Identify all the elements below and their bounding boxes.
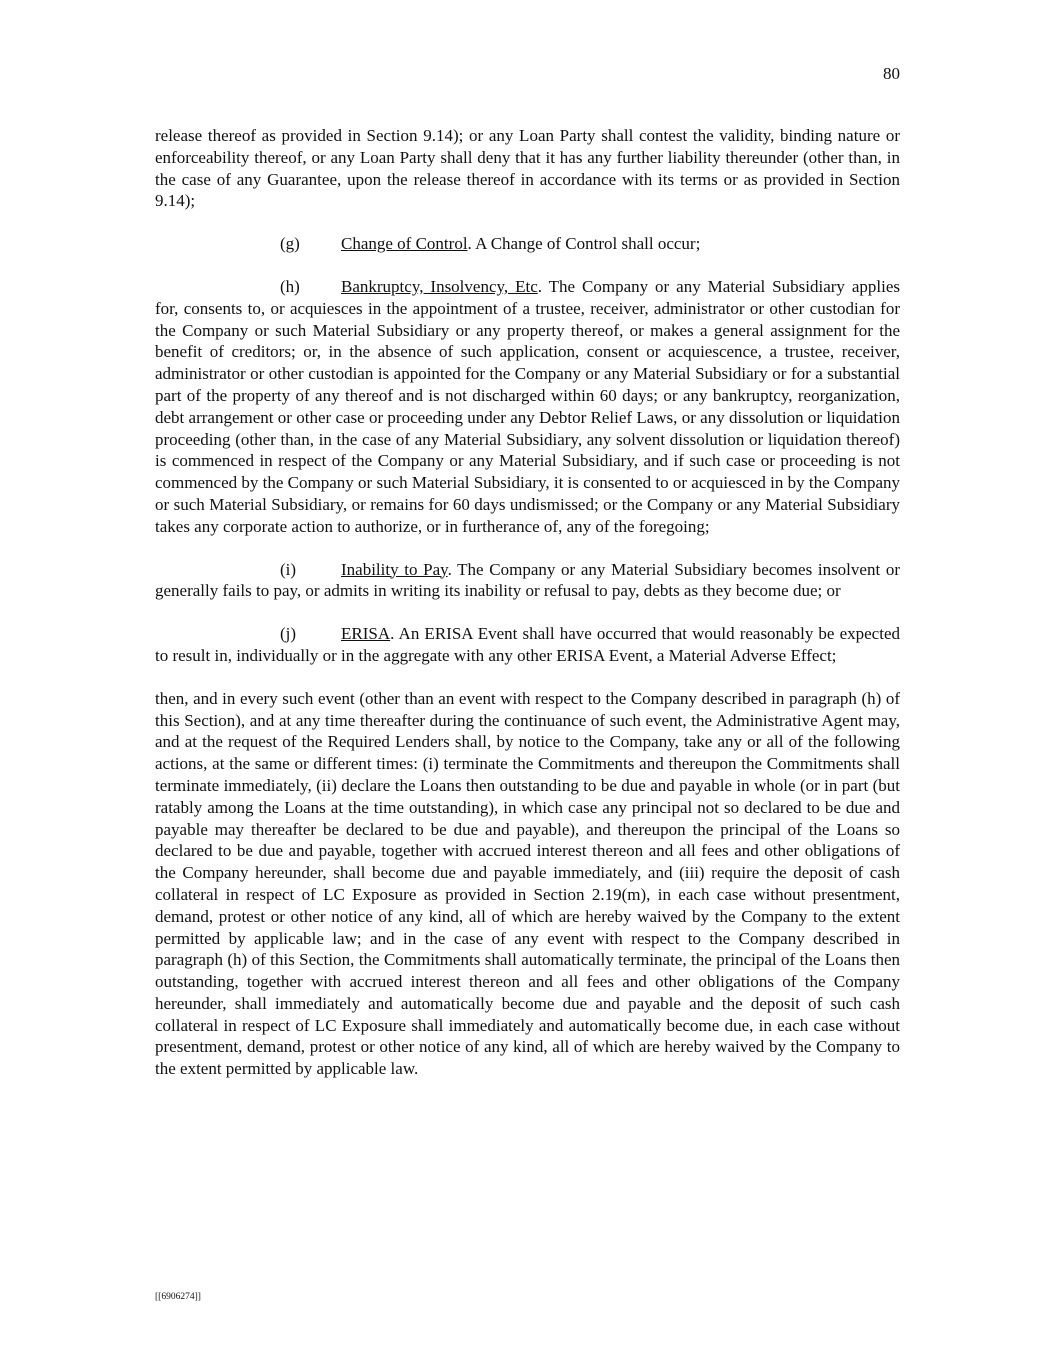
clause-i-text: . The Company or any Material Subsidiary becomes insolvent or generally fails to pay, or admits in writing its inability or refusal to pay, debts as they become due; or bbox=[155, 559, 901, 601]
clause-g bbox=[155, 233, 900, 255]
clause-j-title: ERISA bbox=[341, 624, 391, 644]
remedies-paragraph: then, and in every such event (other than an event with respect to the Company described in paragraph (h) of this Section), and at any time thereafter during the continuance of such event, the Administrative Agent may, and at the request of the Required Lenders shall, by notice to the Company, take any or all of the following actions, at the same or different times: (i) terminate the Commitments and thereupon the Commitments shall terminate immediately, (ii) declare the Loans then outstanding to be due and payable in whole (or in part (but ratably among the Loans at the time outstanding), in which case any principal not so declared to be due and payable may thereafter be declared to be due and payable), and thereupon the principal of the Loans so declared to be due and payable, together with accrued interest thereon and all fees and other obligations of the Company hereunder, shall become due and payable immediately, and (iii) require the deposit of cash collateral in respect of LC Exposure as provided in Section 2.19(m), in each case without presentment, demand, protest or other notice of any kind, all of which are hereby waived by the Company to the extent permitted by applicable law; and in the case of any event with respect to the Company described in paragraph (h) of this Section, the Commitments shall automatically terminate, the principal of the Loans then outstanding, together with accrued interest thereon and all fees and other obligations of the Company hereunder, shall immediately and automatically become due and payable and the deposit of such cash collateral in respect of LC Exposure shall immediately and automatically become due, in each case without presentment, demand, protest or other notice of any kind, all of which are hereby waived by the Company to the extent permitted by applicable law. bbox=[155, 688, 900, 1079]
clause-j-text: . An ERISA Event shall have occurred that would reasonably be expected to result in, individually or in the aggregate with any other ERISA Event, a Material Adverse Effect; bbox=[155, 624, 900, 665]
clause-g-title: Change of Control bbox=[341, 234, 468, 254]
document-footer-id: [[6906274]] bbox=[155, 1292, 201, 1302]
clause-h-label: (h) bbox=[280, 276, 300, 296]
clause-h bbox=[155, 276, 900, 538]
continuation-paragraph: release thereof as provided in Section 9.14); or any Loan Party shall contest the validity, binding nature or enforceability thereof, or any Loan Party shall deny that it has any further liability thereunder (other than, in the case of any Guarantee, upon the release thereof in accordance with its terms or as provided in Section 9.14); bbox=[155, 126, 900, 211]
clause-h-text: . The Company or any Material Subsidiary applies for, consents to, or acquiesces in the appointment of a trustee, receiver, administrator or other custodian for the Company or such Material Subsidiary or any property thereof, or makes a general assignment for the benefit of creditors; or, in the absence of such application, consent or acquiescence, a trustee, receiver, administrator or other custodian is appointed for the Company or any Material Subsidiary or for a substantial part of the property of any thereof and is not discharged within 60 days; or any bankruptcy, reorganization, debt arrangement or other case or proceeding under any Debtor Relief Laws, or any dissolution or liquidation proceeding (other than, in the case of any Material Subsidiary, any solvent dissolution or liquidation thereof) is commenced in respect of the Company or any Material Subsidiary, and if such case or proceeding is not commenced by the Company or such Material Subsidiary, it is consented to or acquiesced in by the Company or such Material Subsidiary, or remains for 60 days undismissed; or the Company or any Material Subsidiary takes any corporate action to authorize, or in furtherance of, any of the foregoing; bbox=[155, 276, 900, 536]
clause-i-label: (i) bbox=[280, 559, 297, 579]
clause-j-label: (j) bbox=[280, 624, 297, 644]
clause-j bbox=[155, 623, 900, 667]
clause-h-title: Bankruptcy, Insolvency, Etc bbox=[341, 276, 538, 296]
clause-g-label: (g) bbox=[280, 234, 300, 254]
clause-i-title: Inability to Pay bbox=[341, 559, 448, 579]
page-number: 80 bbox=[883, 64, 900, 83]
document-body bbox=[155, 125, 900, 1080]
clause-i bbox=[155, 559, 900, 603]
clause-g-text: . A Change of Control shall occur; bbox=[467, 234, 701, 254]
